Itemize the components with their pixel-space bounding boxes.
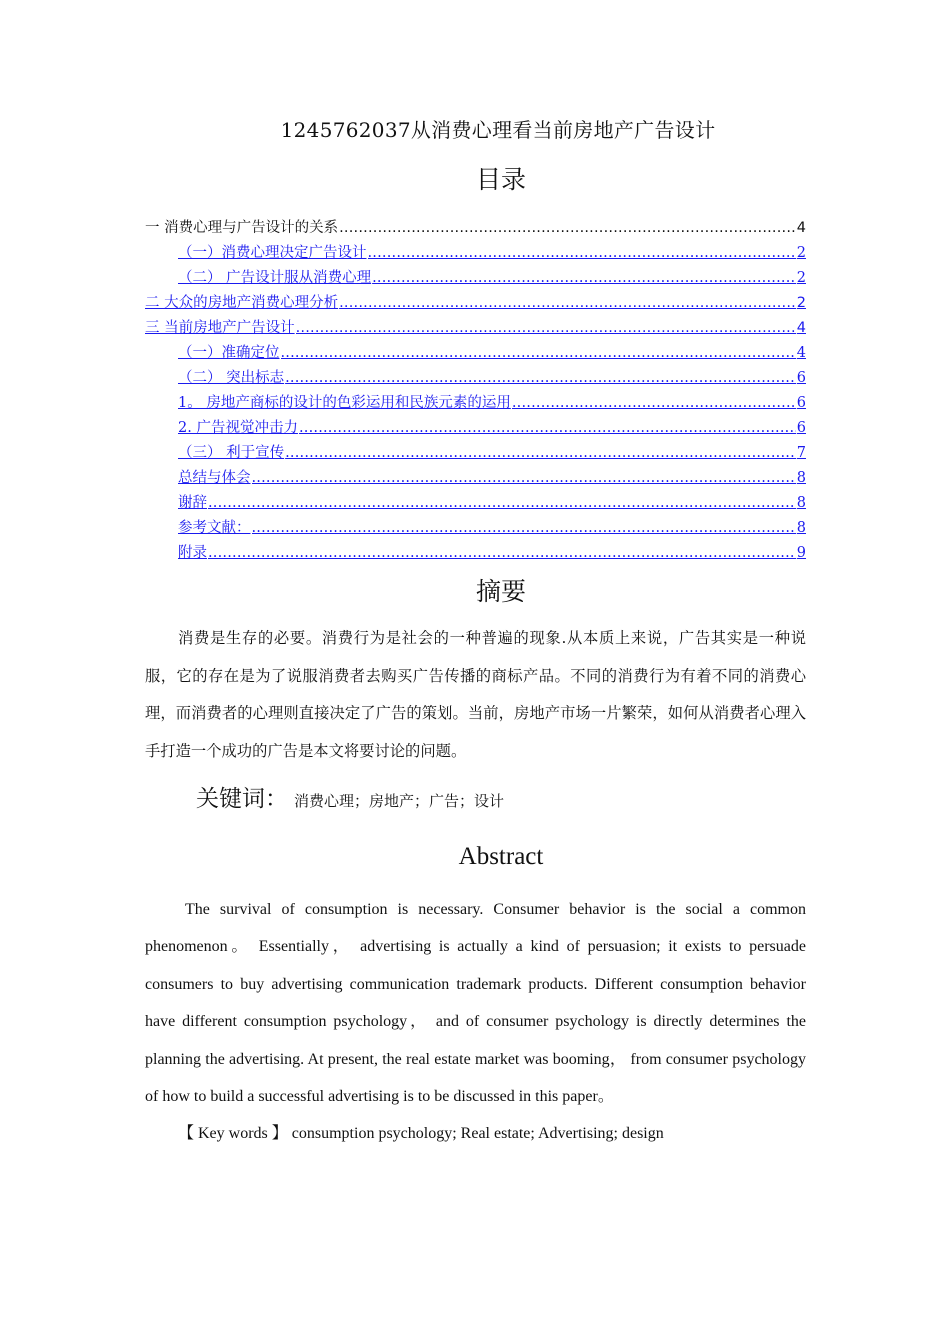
abstract-english-heading: Abstract xyxy=(458,843,544,870)
toc-leader-dots xyxy=(512,391,796,416)
toc-leader-dots xyxy=(339,291,796,316)
toc-entry[interactable] xyxy=(145,316,806,341)
toc-leader-dots xyxy=(252,516,796,541)
toc-leader-dots xyxy=(252,466,796,491)
toc-entry[interactable] xyxy=(145,241,806,266)
toc-entry[interactable] xyxy=(145,341,806,366)
toc-leader-dots xyxy=(285,441,796,466)
toc-entry-page: 4 xyxy=(796,345,806,361)
toc-entry-page: 9 xyxy=(796,545,806,561)
toc-entry[interactable] xyxy=(145,416,806,441)
toc-entry-label: 三 当前房地产广告设计 xyxy=(145,320,295,336)
toc-leader-dots xyxy=(339,216,796,241)
toc-entry-label: 总结与体会 xyxy=(178,470,251,486)
keywords-text: 消费心理；房地产；广告；设计 xyxy=(294,792,505,810)
toc-entry[interactable] xyxy=(145,541,806,566)
toc-entry-page: 2 xyxy=(796,295,806,311)
keywords-label: 关键词： xyxy=(196,786,288,812)
toc-leader-dots xyxy=(285,366,796,391)
keywords-english xyxy=(178,1120,664,1143)
toc-entry-label: 一 消费心理与广告设计的关系 xyxy=(145,220,339,236)
toc-entry-page: 7 xyxy=(796,445,806,461)
document-title: 1245762037从消费心理看当前房地产广告设计 xyxy=(280,118,716,142)
toc-entry-page: 8 xyxy=(796,495,806,511)
abstract-english-paragraph: The survival of consumption is necessary. Consumer behavior is the social a common phenomenon。 Essentially， advertising is actually a kind of persuasion; it exists to persuade consumers to buy advertising communication trademark products. Different consumption behavior have different consumption psychology， and of consumer psychology is directly determines the planning the advertising. At present, the real estate market was booming， from consumer psychology of how to build a successful advertising is to be discussed in this paper。 xyxy=(145,901,806,1106)
toc-entry[interactable] xyxy=(145,366,806,391)
toc-entry-label: 谢辞 xyxy=(178,495,207,511)
toc-entry-label: （三） 利于宣传 xyxy=(178,445,285,461)
toc-entry[interactable] xyxy=(145,466,806,491)
toc-entry-page: 6 xyxy=(796,370,806,386)
toc-entry-label: 1。 房地产商标的设计的色彩运用和民族元素的运用 xyxy=(178,395,511,411)
toc-entry-page: 6 xyxy=(796,395,806,411)
toc-entry-page: 2 xyxy=(796,245,806,261)
toc-entry[interactable] xyxy=(145,391,806,416)
toc-entry-page: 6 xyxy=(796,420,806,436)
toc-leader-dots xyxy=(296,316,796,341)
toc-entry-label: 二 大众的房地产消费心理分析 xyxy=(145,295,339,311)
toc-entry-label: 2. 广告视觉冲击力 xyxy=(178,420,298,436)
toc-entry-label: （二） 广告设计服从消费心理 xyxy=(178,270,372,286)
keywords-english-text: consumption psychology; Real estate; Advertising; design xyxy=(291,1125,664,1142)
toc-entry[interactable] xyxy=(145,291,806,316)
toc-entry-page: 8 xyxy=(796,470,806,486)
toc-entry-label: 附录 xyxy=(178,545,207,561)
toc-entry[interactable] xyxy=(145,491,806,516)
toc-entry-label: （二） 突出标志 xyxy=(178,370,285,386)
toc-heading: 目录 xyxy=(475,165,526,194)
toc-entry-label: （一）消费心理决定广告设计 xyxy=(178,245,367,261)
table-of-contents xyxy=(145,216,806,566)
toc-entry[interactable] xyxy=(145,516,806,541)
toc-entry-label: （一）准确定位 xyxy=(178,345,280,361)
keywords-english-label: 【 Key words 】 xyxy=(178,1125,288,1142)
toc-leader-dots xyxy=(208,491,796,516)
abstract-heading: 摘要 xyxy=(475,577,526,606)
toc-entry[interactable] xyxy=(145,216,806,241)
toc-entry[interactable] xyxy=(145,266,806,291)
toc-leader-dots xyxy=(208,541,796,566)
toc-entry-page: 8 xyxy=(796,520,806,536)
toc-entry-page: 2 xyxy=(796,270,806,286)
toc-entry-page: 4 xyxy=(796,320,806,336)
keywords-chinese xyxy=(196,780,504,813)
toc-entry[interactable] xyxy=(145,441,806,466)
abstract-chinese-paragraph: 消费是生存的必要。消费行为是社会的一种普遍的现象.从本质上来说，广告其实是一种说服，它的存在是为了说服消费者去购买广告传播的商标产品。不同的消费行为有着不同的消费心理，而消费者的心理则直接决定了广告的策划。当前，房地产市场一片繁荣，如何从消费者心理入手打造一个成功的广告是本文将要讨论的问题。 xyxy=(145,629,806,760)
toc-leader-dots xyxy=(299,416,796,441)
toc-leader-dots xyxy=(372,266,796,291)
toc-leader-dots xyxy=(368,241,796,266)
toc-entry-label: 参考文献： xyxy=(178,520,251,536)
toc-leader-dots xyxy=(281,341,796,366)
toc-entry-page: 4 xyxy=(796,220,806,236)
